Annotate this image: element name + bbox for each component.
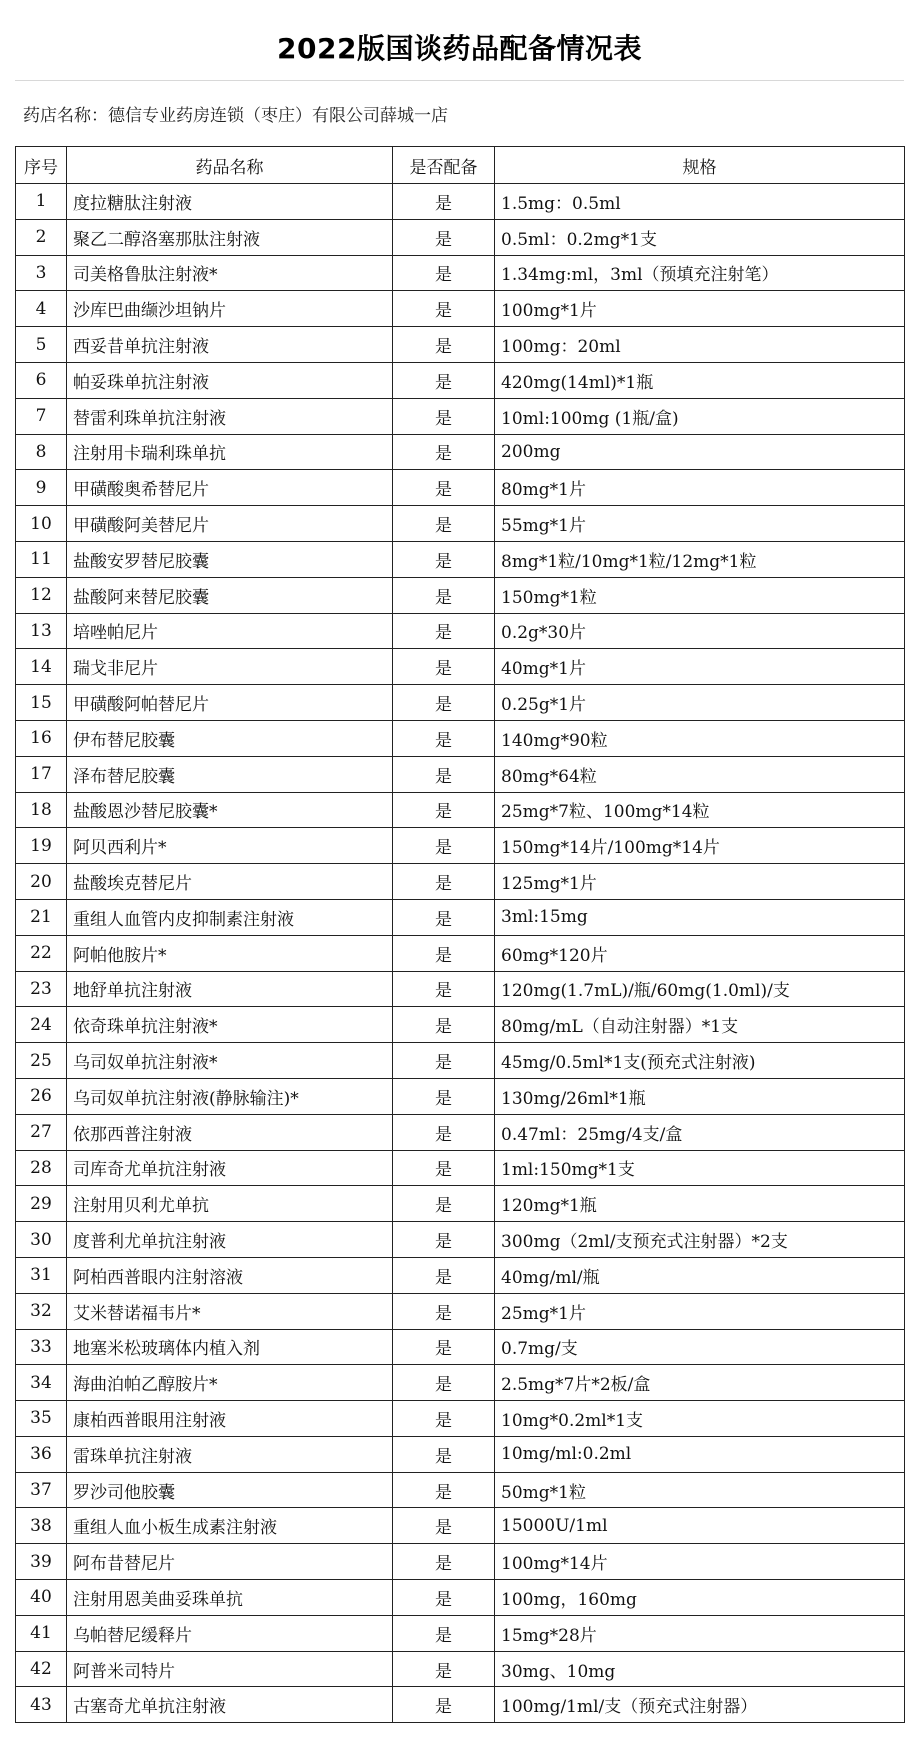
row-spec: 10mg*0.2ml*1支 <box>495 1401 905 1437</box>
row-availability: 是 <box>393 1436 495 1472</box>
row-drug-name: 地舒单抗注射液 <box>67 971 393 1007</box>
row-availability: 是 <box>393 828 495 864</box>
row-drug-name: 盐酸安罗替尼胶囊 <box>67 541 393 577</box>
table-row <box>16 720 905 756</box>
drug-table <box>15 146 905 1723</box>
row-availability: 是 <box>393 1293 495 1329</box>
row-spec: 100mg/1ml/支（预充式注射器） <box>495 1687 905 1723</box>
row-seq: 12 <box>16 577 67 613</box>
table-row <box>16 434 905 470</box>
row-seq: 27 <box>16 1114 67 1150</box>
row-drug-name: 乌司奴单抗注射液(静脉输注)* <box>67 1078 393 1114</box>
row-drug-name: 司库奇尤单抗注射液 <box>67 1150 393 1186</box>
row-drug-name: 康柏西普眼用注射液 <box>67 1401 393 1437</box>
page-title: 2022版国谈药品配备情况表 <box>277 32 642 65</box>
row-spec: 80mg*64粒 <box>495 756 905 792</box>
row-seq: 5 <box>16 327 67 363</box>
row-seq: 15 <box>16 685 67 721</box>
row-drug-name: 替雷利珠单抗注射液 <box>67 398 393 434</box>
row-availability: 是 <box>393 935 495 971</box>
table-row <box>16 1007 905 1043</box>
row-spec: 300mg（2ml/支预充式注射器）*2支 <box>495 1222 905 1258</box>
row-drug-name: 度拉糖肽注射液 <box>67 184 393 220</box>
row-seq: 25 <box>16 1043 67 1079</box>
row-drug-name: 阿柏西普眼内注射溶液 <box>67 1257 393 1293</box>
row-availability: 是 <box>393 184 495 220</box>
row-spec: 30mg、10mg <box>495 1651 905 1687</box>
row-spec: 0.5ml：0.2mg*1支 <box>495 219 905 255</box>
row-spec: 25mg*7粒、100mg*14粒 <box>495 792 905 828</box>
row-seq: 26 <box>16 1078 67 1114</box>
row-drug-name: 培唑帕尼片 <box>67 613 393 649</box>
table-row <box>16 685 905 721</box>
row-spec: 80mg/mL（自动注射器）*1支 <box>495 1007 905 1043</box>
row-seq: 10 <box>16 506 67 542</box>
row-drug-name: 阿帕他胺片* <box>67 935 393 971</box>
row-spec: 2.5mg*7片*2板/盒 <box>495 1365 905 1401</box>
row-availability: 是 <box>393 470 495 506</box>
header-seq: 序号 <box>16 147 67 184</box>
table-row <box>16 828 905 864</box>
table-row <box>16 935 905 971</box>
row-spec: 25mg*1片 <box>495 1293 905 1329</box>
row-seq: 6 <box>16 362 67 398</box>
row-spec: 10mg/ml:0.2ml <box>495 1436 905 1472</box>
table-row <box>16 1186 905 1222</box>
table-row <box>16 1043 905 1079</box>
row-seq: 8 <box>16 434 67 470</box>
row-spec: 200mg <box>495 434 905 470</box>
table-row <box>16 506 905 542</box>
row-spec: 80mg*1片 <box>495 470 905 506</box>
row-availability: 是 <box>393 1222 495 1258</box>
row-seq: 37 <box>16 1472 67 1508</box>
table-row <box>16 1150 905 1186</box>
row-seq: 31 <box>16 1257 67 1293</box>
row-drug-name: 乌司奴单抗注射液* <box>67 1043 393 1079</box>
row-spec: 120mg*1瓶 <box>495 1186 905 1222</box>
row-drug-name: 乌帕替尼缓释片 <box>67 1615 393 1651</box>
row-spec: 40mg/ml/瓶 <box>495 1257 905 1293</box>
row-drug-name: 阿普米司特片 <box>67 1651 393 1687</box>
row-spec: 130mg/26ml*1瓶 <box>495 1078 905 1114</box>
row-seq: 14 <box>16 649 67 685</box>
row-spec: 100mg：20ml <box>495 327 905 363</box>
store-label: 药店名称： <box>23 106 108 126</box>
table-row <box>16 327 905 363</box>
row-availability: 是 <box>393 1508 495 1544</box>
table-row <box>16 184 905 220</box>
row-drug-name: 艾米替诺福韦片* <box>67 1293 393 1329</box>
row-drug-name: 司美格鲁肽注射液* <box>67 255 393 291</box>
row-seq: 19 <box>16 828 67 864</box>
header-availability: 是否配备 <box>393 147 495 184</box>
row-availability: 是 <box>393 577 495 613</box>
row-drug-name: 帕妥珠单抗注射液 <box>67 362 393 398</box>
row-availability: 是 <box>393 899 495 935</box>
row-availability: 是 <box>393 864 495 900</box>
table-row <box>16 1615 905 1651</box>
table-row <box>16 219 905 255</box>
row-drug-name: 度普利尤单抗注射液 <box>67 1222 393 1258</box>
row-spec: 0.25g*1片 <box>495 685 905 721</box>
row-availability: 是 <box>393 327 495 363</box>
row-availability: 是 <box>393 1078 495 1114</box>
table-row <box>16 1651 905 1687</box>
table-row <box>16 1544 905 1580</box>
row-drug-name: 甲磺酸阿帕替尼片 <box>67 685 393 721</box>
row-seq: 11 <box>16 541 67 577</box>
row-availability: 是 <box>393 1401 495 1437</box>
row-drug-name: 注射用贝利尤单抗 <box>67 1186 393 1222</box>
row-availability: 是 <box>393 1329 495 1365</box>
row-spec: 0.47ml：25mg/4支/盒 <box>495 1114 905 1150</box>
row-availability: 是 <box>393 756 495 792</box>
row-drug-name: 重组人血小板生成素注射液 <box>67 1508 393 1544</box>
row-seq: 41 <box>16 1615 67 1651</box>
row-drug-name: 沙库巴曲缬沙坦钠片 <box>67 291 393 327</box>
row-spec: 140mg*90粒 <box>495 720 905 756</box>
table-row <box>16 470 905 506</box>
row-spec: 1.34mg:ml，3ml（预填充注射笔） <box>495 255 905 291</box>
row-drug-name: 海曲泊帕乙醇胺片* <box>67 1365 393 1401</box>
row-seq: 21 <box>16 899 67 935</box>
row-availability: 是 <box>393 1651 495 1687</box>
row-spec: 50mg*1粒 <box>495 1472 905 1508</box>
table-row <box>16 398 905 434</box>
row-spec: 0.7mg/支 <box>495 1329 905 1365</box>
row-seq: 30 <box>16 1222 67 1258</box>
row-drug-name: 泽布替尼胶囊 <box>67 756 393 792</box>
row-seq: 35 <box>16 1401 67 1437</box>
row-spec: 8mg*1粒/10mg*1粒/12mg*1粒 <box>495 541 905 577</box>
store-info <box>15 81 904 146</box>
table-row <box>16 1580 905 1616</box>
row-drug-name: 阿贝西利片* <box>67 828 393 864</box>
row-spec: 45mg/0.5ml*1支(预充式注射液) <box>495 1043 905 1079</box>
row-seq: 33 <box>16 1329 67 1365</box>
row-spec: 15000U/1ml <box>495 1508 905 1544</box>
row-spec: 1.5mg：0.5ml <box>495 184 905 220</box>
row-availability: 是 <box>393 291 495 327</box>
table-row <box>16 1257 905 1293</box>
table-row <box>16 1329 905 1365</box>
table-row <box>16 864 905 900</box>
row-spec: 100mg，160mg <box>495 1580 905 1616</box>
row-availability: 是 <box>393 506 495 542</box>
row-seq: 23 <box>16 971 67 1007</box>
row-availability: 是 <box>393 255 495 291</box>
row-seq: 7 <box>16 398 67 434</box>
table-row <box>16 1687 905 1723</box>
row-drug-name: 西妥昔单抗注射液 <box>67 327 393 363</box>
row-drug-name: 盐酸埃克替尼片 <box>67 864 393 900</box>
row-seq: 13 <box>16 613 67 649</box>
row-availability: 是 <box>393 1007 495 1043</box>
row-availability: 是 <box>393 1687 495 1723</box>
row-availability: 是 <box>393 1615 495 1651</box>
row-availability: 是 <box>393 792 495 828</box>
row-availability: 是 <box>393 541 495 577</box>
row-spec: 150mg*14片/100mg*14片 <box>495 828 905 864</box>
row-seq: 16 <box>16 720 67 756</box>
row-drug-name: 地塞米松玻璃体内植入剂 <box>67 1329 393 1365</box>
row-spec: 420mg(14ml)*1瓶 <box>495 362 905 398</box>
row-availability: 是 <box>393 649 495 685</box>
row-drug-name: 甲磺酸奥希替尼片 <box>67 470 393 506</box>
table-row <box>16 362 905 398</box>
row-availability: 是 <box>393 434 495 470</box>
row-spec: 100mg*1片 <box>495 291 905 327</box>
row-seq: 9 <box>16 470 67 506</box>
title-row <box>15 14 904 81</box>
row-drug-name: 瑞戈非尼片 <box>67 649 393 685</box>
row-availability: 是 <box>393 398 495 434</box>
row-drug-name: 依那西普注射液 <box>67 1114 393 1150</box>
header-drug-name: 药品名称 <box>67 147 393 184</box>
row-drug-name: 聚乙二醇洛塞那肽注射液 <box>67 219 393 255</box>
row-spec: 125mg*1片 <box>495 864 905 900</box>
table-row <box>16 1401 905 1437</box>
row-spec: 3ml:15mg <box>495 899 905 935</box>
row-seq: 2 <box>16 219 67 255</box>
table-row <box>16 1114 905 1150</box>
row-seq: 32 <box>16 1293 67 1329</box>
row-drug-name: 伊布替尼胶囊 <box>67 720 393 756</box>
row-seq: 29 <box>16 1186 67 1222</box>
row-seq: 43 <box>16 1687 67 1723</box>
row-spec: 120mg(1.7mL)/瓶/60mg(1.0ml)/支 <box>495 971 905 1007</box>
row-drug-name: 盐酸阿来替尼胶囊 <box>67 577 393 613</box>
row-seq: 1 <box>16 184 67 220</box>
table-row <box>16 1365 905 1401</box>
table-row <box>16 899 905 935</box>
row-availability: 是 <box>393 1114 495 1150</box>
row-seq: 22 <box>16 935 67 971</box>
table-row <box>16 577 905 613</box>
row-availability: 是 <box>393 1544 495 1580</box>
table-row <box>16 1472 905 1508</box>
table-row <box>16 1078 905 1114</box>
row-availability: 是 <box>393 1150 495 1186</box>
row-seq: 39 <box>16 1544 67 1580</box>
header-spec: 规格 <box>495 147 905 184</box>
row-drug-name: 注射用卡瑞利珠单抗 <box>67 434 393 470</box>
table-row <box>16 1222 905 1258</box>
row-drug-name: 注射用恩美曲妥珠单抗 <box>67 1580 393 1616</box>
row-availability: 是 <box>393 1257 495 1293</box>
table-row <box>16 1293 905 1329</box>
table-row <box>16 792 905 828</box>
row-spec: 60mg*120片 <box>495 935 905 971</box>
row-availability: 是 <box>393 685 495 721</box>
row-spec: 1ml:150mg*1支 <box>495 1150 905 1186</box>
row-availability: 是 <box>393 362 495 398</box>
row-seq: 17 <box>16 756 67 792</box>
table-row <box>16 1436 905 1472</box>
row-availability: 是 <box>393 1043 495 1079</box>
row-drug-name: 罗沙司他胶囊 <box>67 1472 393 1508</box>
row-seq: 24 <box>16 1007 67 1043</box>
row-seq: 18 <box>16 792 67 828</box>
row-spec: 150mg*1粒 <box>495 577 905 613</box>
row-availability: 是 <box>393 971 495 1007</box>
row-availability: 是 <box>393 1580 495 1616</box>
row-spec: 100mg*14片 <box>495 1544 905 1580</box>
row-drug-name: 重组人血管内皮抑制素注射液 <box>67 899 393 935</box>
row-seq: 28 <box>16 1150 67 1186</box>
table-row <box>16 613 905 649</box>
table-row <box>16 649 905 685</box>
row-drug-name: 阿布昔替尼片 <box>67 1544 393 1580</box>
row-spec: 0.2g*30片 <box>495 613 905 649</box>
row-drug-name: 盐酸恩沙替尼胶囊* <box>67 792 393 828</box>
row-drug-name: 古塞奇尤单抗注射液 <box>67 1687 393 1723</box>
row-spec: 55mg*1片 <box>495 506 905 542</box>
row-seq: 34 <box>16 1365 67 1401</box>
row-spec: 40mg*1片 <box>495 649 905 685</box>
row-spec: 10ml:100mg (1瓶/盒) <box>495 398 905 434</box>
row-availability: 是 <box>393 1365 495 1401</box>
row-availability: 是 <box>393 1472 495 1508</box>
row-drug-name: 雷珠单抗注射液 <box>67 1436 393 1472</box>
table-row <box>16 756 905 792</box>
row-seq: 3 <box>16 255 67 291</box>
table-row <box>16 255 905 291</box>
row-seq: 40 <box>16 1580 67 1616</box>
table-row <box>16 291 905 327</box>
row-availability: 是 <box>393 1186 495 1222</box>
table-row <box>16 971 905 1007</box>
row-drug-name: 甲磺酸阿美替尼片 <box>67 506 393 542</box>
row-drug-name: 依奇珠单抗注射液* <box>67 1007 393 1043</box>
row-seq: 38 <box>16 1508 67 1544</box>
row-seq: 42 <box>16 1651 67 1687</box>
row-spec: 15mg*28片 <box>495 1615 905 1651</box>
row-seq: 20 <box>16 864 67 900</box>
row-availability: 是 <box>393 720 495 756</box>
table-row <box>16 1508 905 1544</box>
table-row <box>16 541 905 577</box>
table-header-row <box>16 147 905 184</box>
row-availability: 是 <box>393 613 495 649</box>
row-seq: 4 <box>16 291 67 327</box>
inventory-sheet <box>15 14 904 1723</box>
row-seq: 36 <box>16 1436 67 1472</box>
store-name: 德信专业药房连锁（枣庄）有限公司薛城一店 <box>108 106 448 126</box>
row-availability: 是 <box>393 219 495 255</box>
